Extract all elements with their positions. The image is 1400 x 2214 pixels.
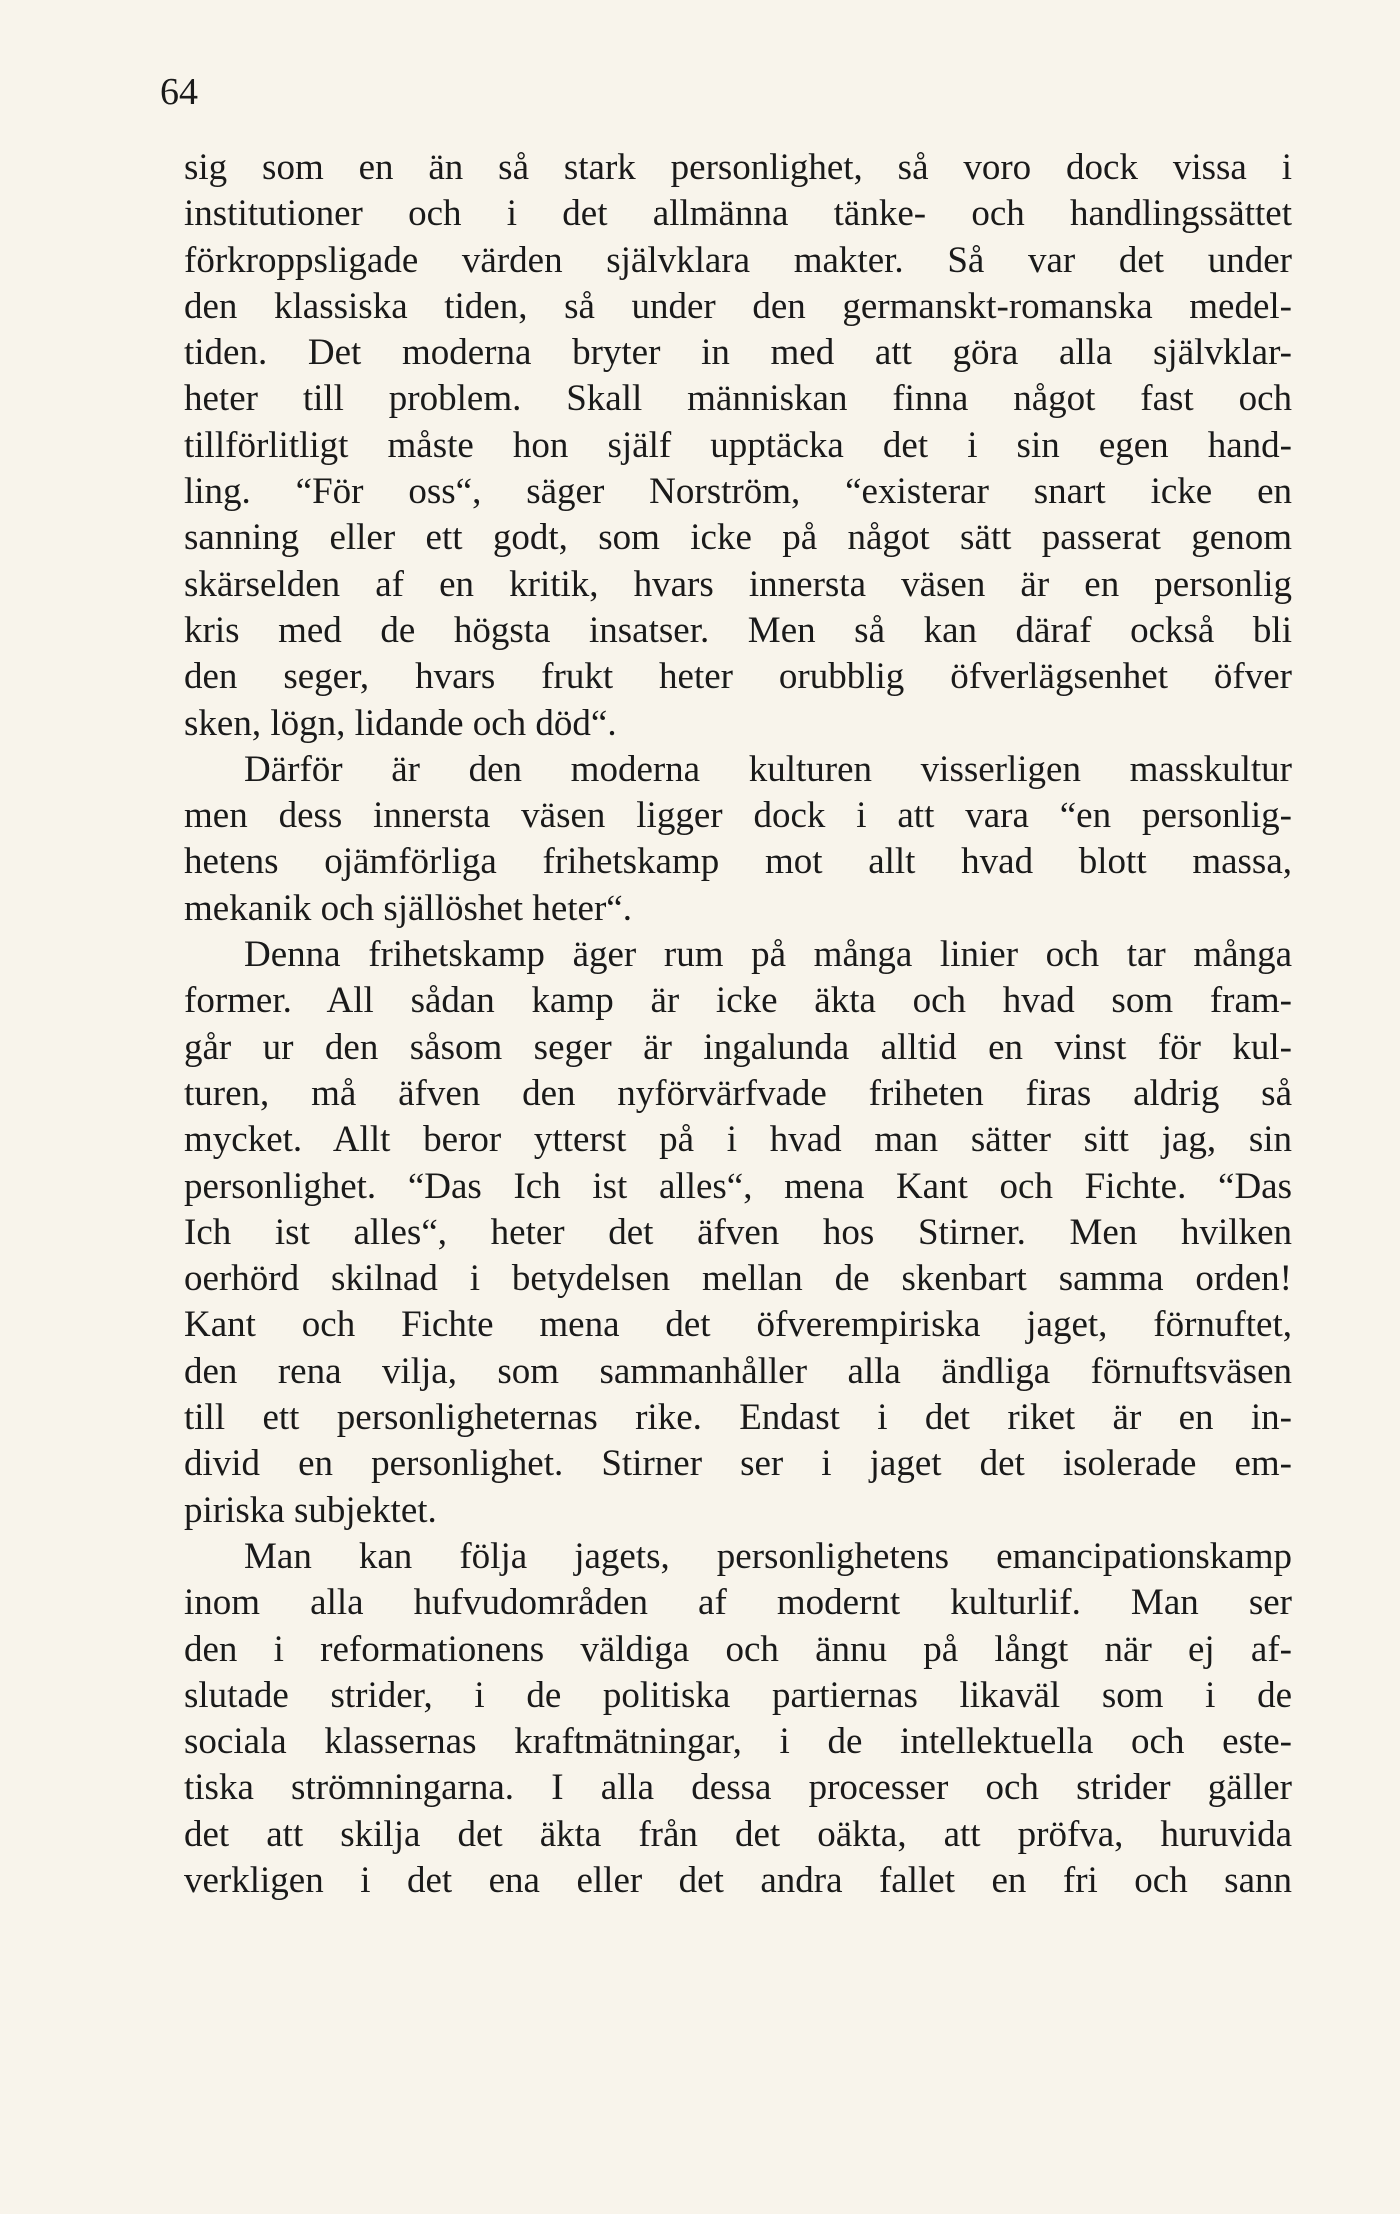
text-line: går ur den såsom seger är ingalunda alltid en vinst för kul-	[184, 1026, 1292, 1068]
text-line: verkligen i det ena eller det andra fallet en fri och sann	[184, 1859, 1292, 1901]
text-line: den i reformationens väldiga och ännu på långt när ej af-	[184, 1628, 1292, 1670]
text-line: tiden. Det moderna bryter in med att göra alla självklar-	[184, 332, 1292, 374]
text-line: men dess innersta väsen ligger dock i att vara “en personlig-	[184, 795, 1292, 837]
text-line: institutioner och i det allmänna tänke- och handlingssättet	[184, 193, 1292, 235]
text-line: Ich ist alles“, heter det äfven hos Stirner. Men hvilken	[184, 1211, 1292, 1253]
text-line: Därför är den moderna kulturen visserligen masskultur	[244, 748, 1292, 790]
text-line: personlighet. “Das Ich ist alles“, mena Kant och Fichte. “Das	[184, 1165, 1292, 1207]
text-line: tillförlitligt måste hon själf upptäcka det i sin egen hand-	[184, 424, 1292, 466]
text-line: den rena vilja, som sammanhåller alla ändliga förnuftsväsen	[184, 1350, 1292, 1392]
text-line: sken, lögn, lidande och död“.	[184, 702, 617, 744]
text-line: heter till problem. Skall människan finna något fast och	[184, 378, 1292, 420]
text-line: hetens ojämförliga frihetskamp mot allt hvad blott massa,	[184, 841, 1292, 883]
text-line: former. All sådan kamp är icke äkta och hvad som fram-	[184, 980, 1292, 1022]
text-line: slutade strider, i de politiska partiernas likaväl som i de	[184, 1674, 1292, 1716]
text-line: divid en personlighet. Stirner ser i jaget det isolerade em-	[184, 1443, 1292, 1485]
text-line: oerhörd skilnad i betydelsen mellan de skenbart samma orden!	[184, 1258, 1292, 1300]
text-line: till ett personligheternas rike. Endast i det riket är en in-	[184, 1397, 1292, 1439]
text-line: Kant och Fichte mena det öfverempiriska jaget, förnuftet,	[184, 1304, 1292, 1346]
text-line: inom alla hufvudområden af modernt kulturlif. Man ser	[184, 1582, 1292, 1624]
text-line: mekanik och själlöshet heter“.	[184, 887, 632, 929]
page-number: 64	[160, 71, 198, 113]
text-line: sociala klassernas kraftmätningar, i de intellektuella och este-	[184, 1721, 1292, 1763]
text-line: ling. “För oss“, säger Norström, “existerar snart icke en	[184, 471, 1292, 513]
text-line: förkroppsligade värden självklara makter. Så var det under	[184, 239, 1292, 281]
text-line: den seger, hvars frukt heter orubblig öfverlägsenhet öfver	[184, 656, 1292, 698]
text-line: mycket. Allt beror ytterst på i hvad man sätter sitt jag, sin	[184, 1119, 1292, 1161]
text-line: turen, må äfven den nyförvärfvade friheten firas aldrig så	[184, 1072, 1292, 1114]
text-line: skärselden af en kritik, hvars innersta väsen är en personlig	[184, 563, 1292, 605]
body-text	[184, 145, 1292, 1904]
text-line: sanning eller ett godt, som icke på något sätt passerat genom	[184, 517, 1292, 559]
text-line: sig som en än så stark personlighet, så voro dock vissa i	[184, 147, 1292, 188]
text-line: Man kan följa jagets, personlighetens emancipationskamp	[244, 1535, 1292, 1577]
text-line: den klassiska tiden, så under den germanskt-romanska medel-	[184, 285, 1292, 327]
text-line: Denna frihetskamp äger rum på många linier och tar många	[244, 934, 1292, 976]
text-line: tiska strömningarna. I alla dessa processer och strider gäller	[184, 1767, 1292, 1809]
text-line: kris med de högsta insatser. Men så kan däraf också bli	[184, 609, 1292, 651]
text-line: piriska subjektet.	[184, 1489, 437, 1531]
text-line: det att skilja det äkta från det oäkta, att pröfva, huruvida	[184, 1813, 1292, 1855]
